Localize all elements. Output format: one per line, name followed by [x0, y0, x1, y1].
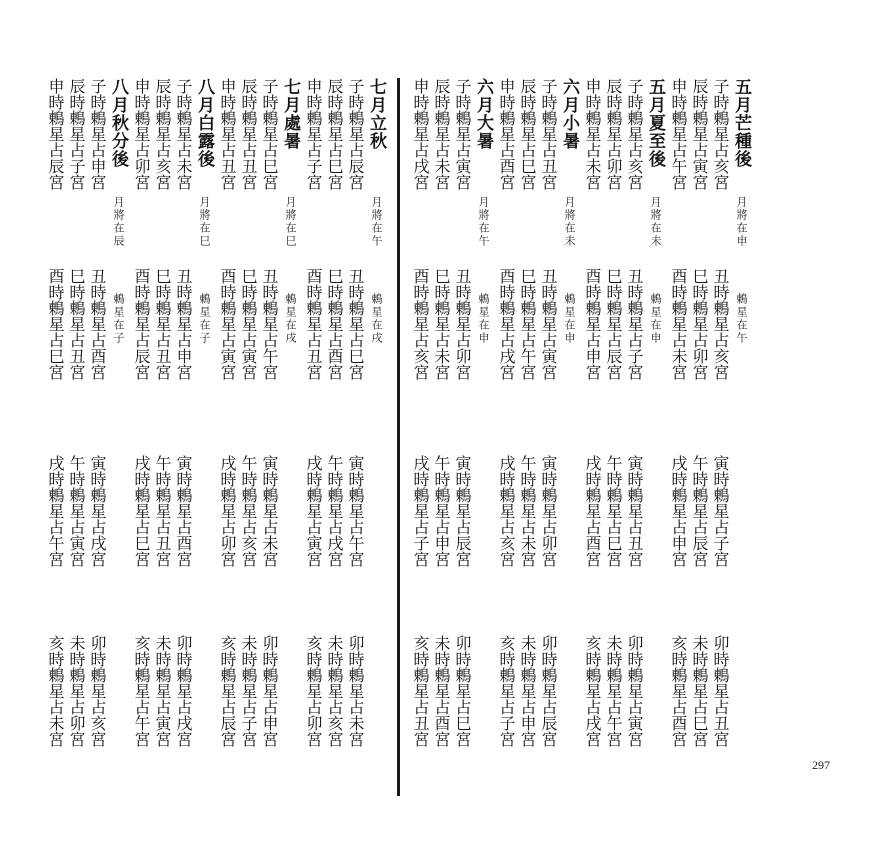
hour-entry: 子時鶇星占巳宮 [260, 78, 279, 190]
hour-entry: 戌時鶇星占亥宮 [497, 455, 516, 567]
hour-entry: 酉時鶇星占戌宮 [497, 268, 516, 380]
hour-entry: 巳時鶇星占丑宮 [67, 268, 86, 380]
hour-entry: 卯時鶇星占申宮 [260, 635, 279, 747]
hour-entry: 巳時鶇星占酉宮 [325, 268, 344, 380]
hour-entry: 卯時鶇星占丑宮 [711, 635, 730, 747]
hour-entry: 巳時鶇星占卯宮 [690, 268, 709, 380]
general-note: 月將在未 [563, 196, 576, 248]
hour-entry: 巳時鶇星占丑宮 [153, 268, 172, 380]
hour-entry: 辰時鶇星占子宮 [67, 78, 86, 190]
hour-entry: 午時鶇星占丑宮 [153, 455, 172, 567]
star-note: 鶇星在子 [112, 293, 125, 345]
hour-entry: 酉時鶇星占申宮 [583, 268, 602, 380]
hour-entry: 亥時鶇星占午宮 [132, 635, 151, 747]
hour-entry: 酉時鶇星占巳宮 [46, 268, 65, 380]
hour-entry: 申時鶇星占子宮 [304, 78, 323, 190]
hour-entry: 辰時鶇星占巳宮 [518, 78, 537, 190]
section-title: 七月處暑 [280, 78, 300, 150]
hour-entry: 酉時鶇星占丑宮 [304, 268, 323, 380]
hour-entry: 丑時鶇星占午宮 [260, 268, 279, 380]
section-title: 六月大暑 [473, 78, 493, 150]
hour-entry: 申時鶇星占丑宮 [218, 78, 237, 190]
section-title: 五月芒種後 [731, 78, 751, 168]
section-title: 八月秋分後 [108, 78, 128, 168]
section-title: 七月立秋 [366, 78, 386, 150]
hour-entry: 亥時鶇星占子宮 [497, 635, 516, 747]
hour-entry: 申時鶇星占辰宮 [46, 78, 65, 190]
hour-entry: 丑時鶇星占酉宮 [88, 268, 107, 380]
general-note: 月將在巳 [284, 196, 297, 248]
hour-entry: 亥時鶇星占未宮 [46, 635, 65, 747]
hour-entry: 亥時鶇星占辰宮 [218, 635, 237, 747]
hour-entry: 酉時鶇星占亥宮 [411, 268, 430, 380]
hour-entry: 午時鶇星占戌宮 [325, 455, 344, 567]
hour-entry: 巳時鶇星占午宮 [518, 268, 537, 380]
hour-entry: 寅時鶇星占酉宮 [174, 455, 193, 567]
hour-entry: 申時鶇星占午宮 [669, 78, 688, 190]
hour-entry: 丑時鶇星占子宮 [625, 268, 644, 380]
hour-entry: 酉時鶇星占寅宮 [218, 268, 237, 380]
hour-entry: 亥時鶇星占卯宮 [304, 635, 323, 747]
hour-entry: 酉時鶇星占辰宮 [132, 268, 151, 380]
hour-entry: 午時鶇星占巳宮 [604, 455, 623, 567]
hour-entry: 酉時鶇星占未宮 [669, 268, 688, 380]
hour-entry: 戌時鶇星占酉宮 [583, 455, 602, 567]
hour-entry: 未時鶇星占午宮 [604, 635, 623, 747]
section-title: 五月夏至後 [645, 78, 665, 168]
star-note: 鶇星在申 [649, 293, 662, 345]
hour-entry: 寅時鶇星占午宮 [346, 455, 365, 567]
hour-entry: 寅時鶇星占未宮 [260, 455, 279, 567]
hour-entry: 未時鶇星占寅宮 [153, 635, 172, 747]
general-note: 月將在午 [370, 196, 383, 248]
hour-entry: 亥時鶇星占戌宮 [583, 635, 602, 747]
hour-entry: 巳時鶇星占辰宮 [604, 268, 623, 380]
hour-entry: 寅時鶇星占辰宮 [453, 455, 472, 567]
general-note: 月將在午 [477, 196, 490, 248]
section-title: 八月白露後 [194, 78, 214, 168]
hour-entry: 戌時鶇星占申宮 [669, 455, 688, 567]
hour-entry: 午時鶇星占未宮 [518, 455, 537, 567]
hour-entry: 亥時鶇星占丑宮 [411, 635, 430, 747]
hour-entry: 丑時鶇星占卯宮 [453, 268, 472, 380]
hour-entry: 子時鶇星占未宮 [174, 78, 193, 190]
star-note: 鶇星在戌 [284, 293, 297, 345]
hour-entry: 寅時鶇星占戌宮 [88, 455, 107, 567]
hour-entry: 子時鶇星占辰宮 [346, 78, 365, 190]
hour-entry: 丑時鶇星占寅宮 [539, 268, 558, 380]
hour-entry: 巳時鶇星占寅宮 [239, 268, 258, 380]
hour-entry: 未時鶇星占子宮 [239, 635, 258, 747]
hour-entry: 子時鶇星占丑宮 [539, 78, 558, 190]
hour-entry: 寅時鶇星占子宮 [711, 455, 730, 567]
hour-entry: 寅時鶇星占卯宮 [539, 455, 558, 567]
hour-entry: 辰時鶇星占巳宮 [325, 78, 344, 190]
star-note: 鶇星在午 [735, 293, 748, 345]
star-note: 鶇星在申 [477, 293, 490, 345]
hour-entry: 午時鶇星占辰宮 [690, 455, 709, 567]
general-note: 月將在未 [649, 196, 662, 248]
hour-entry: 子時鶇星占亥宮 [625, 78, 644, 190]
page-number: 297 [812, 758, 830, 772]
hour-entry: 巳時鶇星占未宮 [432, 268, 451, 380]
hour-entry: 戌時鶇星占午宮 [46, 455, 65, 567]
hour-entry: 戌時鶇星占子宮 [411, 455, 430, 567]
general-note: 月將在申 [735, 196, 748, 248]
hour-entry: 卯時鶇星占未宮 [346, 635, 365, 747]
hour-entry: 丑時鶇星占巳宮 [346, 268, 365, 380]
hour-entry: 子時鶇星占申宮 [88, 78, 107, 190]
hour-entry: 丑時鶇星占亥宮 [711, 268, 730, 380]
hour-entry: 未時鶇星占申宮 [518, 635, 537, 747]
hour-entry: 午時鶇星占申宮 [432, 455, 451, 567]
hour-entry: 亥時鶇星占酉宮 [669, 635, 688, 747]
hour-entry: 辰時鶇星占亥宮 [153, 78, 172, 190]
hour-entry: 辰時鶇星占丑宮 [239, 78, 258, 190]
hour-entry: 申時鶇星占未宮 [583, 78, 602, 190]
hour-entry: 戌時鶇星占卯宮 [218, 455, 237, 567]
general-note: 月將在辰 [112, 196, 125, 248]
hour-entry: 卯時鶇星占寅宮 [625, 635, 644, 747]
hour-entry: 辰時鶇星占未宮 [432, 78, 451, 190]
section-title: 六月小暑 [559, 78, 579, 150]
hour-entry: 申時鶇星占戌宮 [411, 78, 430, 190]
hour-entry: 辰時鶇星占寅宮 [690, 78, 709, 190]
hour-entry: 申時鶇星占卯宮 [132, 78, 151, 190]
hour-entry: 午時鶇星占亥宮 [239, 455, 258, 567]
hour-entry: 午時鶇星占寅宮 [67, 455, 86, 567]
hour-entry: 卯時鶇星占辰宮 [539, 635, 558, 747]
general-note: 月將在巳 [198, 196, 211, 248]
hour-entry: 寅時鶇星占丑宮 [625, 455, 644, 567]
hour-entry: 未時鶇星占亥宮 [325, 635, 344, 747]
hour-entry: 未時鶇星占巳宮 [690, 635, 709, 747]
hour-entry: 卯時鶇星占戌宮 [174, 635, 193, 747]
page-divider [397, 78, 400, 796]
hour-entry: 戌時鶇星占巳宮 [132, 455, 151, 567]
hour-entry: 丑時鶇星占申宮 [174, 268, 193, 380]
star-note: 鶇星在子 [198, 293, 211, 345]
star-note: 鶇星在申 [563, 293, 576, 345]
hour-entry: 子時鶇星占亥宮 [711, 78, 730, 190]
star-note: 鶇星在戌 [370, 293, 383, 345]
hour-entry: 申時鶇星占酉宮 [497, 78, 516, 190]
hour-entry: 辰時鶇星占卯宮 [604, 78, 623, 190]
hour-entry: 未時鶇星占卯宮 [67, 635, 86, 747]
hour-entry: 戌時鶇星占寅宮 [304, 455, 323, 567]
hour-entry: 卯時鶇星占亥宮 [88, 635, 107, 747]
hour-entry: 子時鶇星占寅宮 [453, 78, 472, 190]
hour-entry: 卯時鶇星占巳宮 [453, 635, 472, 747]
hour-entry: 未時鶇星占酉宮 [432, 635, 451, 747]
